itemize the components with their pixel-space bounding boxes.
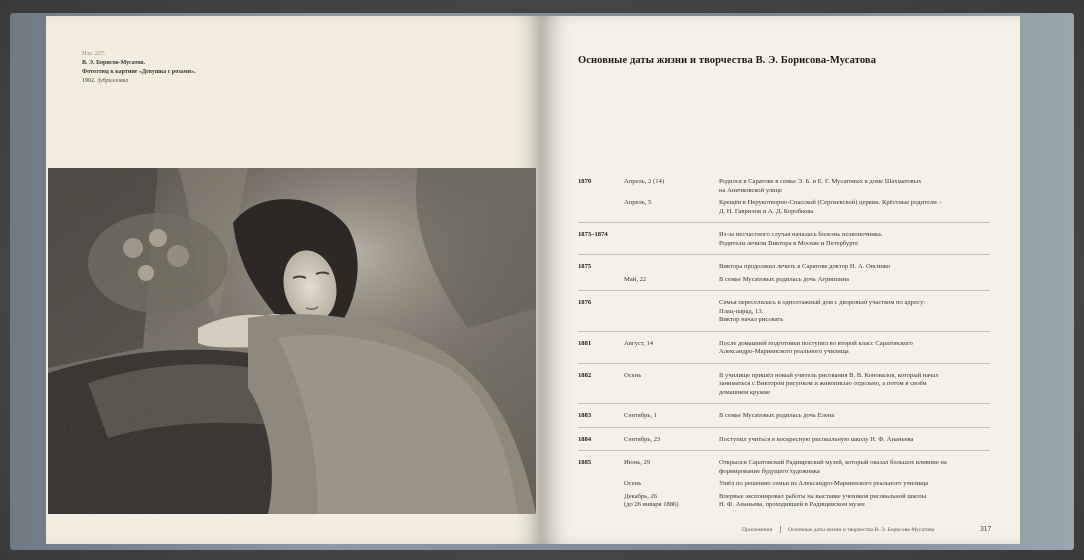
entry-text: В семье Мусатовых родилась дочь Агриппина bbox=[719, 275, 849, 283]
photo-illustration bbox=[48, 168, 536, 514]
illustration-caption bbox=[82, 50, 342, 86]
entry-date: Июнь, 29 bbox=[624, 459, 651, 466]
right-page bbox=[542, 16, 1020, 544]
photograph-girl-resting bbox=[48, 168, 536, 514]
entry-text: Крещён в Нерукотворно-Спасской (Сергиевской) церкви. Крёстные родители – Д. Н. Гаврилов и А. Д. Коробкова bbox=[719, 199, 942, 215]
chronology-entry bbox=[578, 299, 990, 325]
chronology-entry bbox=[578, 436, 990, 445]
entry-text: В семье Мусатовых родилась дочь Елена bbox=[719, 412, 835, 419]
chronology-row bbox=[578, 450, 990, 514]
chronology-year: 1883 bbox=[578, 412, 592, 419]
entry-text: Семья переселилась в одноэтажный дом с дворовым участком по адресу: Плац-парад, 13. Виктор начал рисовать bbox=[719, 299, 926, 323]
footer-running-title: Основные даты жизни и творчества В. Э. Борисова-Мусатова bbox=[787, 526, 935, 533]
chronology-row bbox=[578, 427, 990, 451]
caption-title: Фотоэтюд к картине «Девушка с розами». bbox=[82, 69, 196, 75]
chronology-entry bbox=[578, 276, 990, 285]
chronology-entry bbox=[578, 459, 990, 476]
page-title: Основные даты жизни и творчества В. Э. Борисова-Мусатова bbox=[578, 55, 877, 66]
chronology-entry bbox=[578, 372, 990, 398]
entry-text: Виктора продолжил лечить в Саратове доктор Н. А. Овсинко bbox=[719, 263, 891, 270]
entry-date: Осень bbox=[624, 371, 642, 379]
chronology-row bbox=[578, 290, 990, 331]
caption-year: 1902. bbox=[82, 78, 96, 84]
entry-date: Осень bbox=[624, 480, 642, 487]
chronology-year: 1873–1874 bbox=[578, 231, 608, 238]
entry-text: Поступил учиться в воскресную рисовальную школу Н. Ф. Ананьева bbox=[719, 435, 914, 443]
entry-text: Открылся Саратовский Радищевский музей, который оказал большое влияние на формирование будущего художника bbox=[719, 459, 947, 475]
entry-text: Родился в Саратове в семье Э. Б. и Е. Г. Мусатовых в доме Шахматовых на Аничковской улице bbox=[719, 178, 922, 194]
entry-text: После домашней подготовки поступил во второй класс Саратовского Александро-Мариинского реального училища bbox=[719, 339, 913, 355]
chronology-year: 1875 bbox=[578, 263, 592, 270]
chronology-entry bbox=[578, 412, 990, 421]
entry-date: Август, 14 bbox=[624, 339, 654, 347]
chronology-year: 1876 bbox=[578, 299, 592, 306]
chronology-row bbox=[578, 222, 990, 254]
footer-section: Приложения bbox=[742, 526, 773, 533]
chronology-entry bbox=[578, 231, 990, 248]
illustration-number: Илл. 237. bbox=[82, 51, 106, 57]
chronology-entry bbox=[578, 199, 990, 216]
entry-date: Сентябрь, 23 bbox=[624, 435, 661, 443]
chronology-entry bbox=[578, 178, 990, 195]
chronology-row bbox=[578, 403, 990, 427]
chronology-year: 1882 bbox=[578, 371, 592, 379]
entry-date: Сентябрь, 1 bbox=[624, 412, 658, 419]
chronology-entry bbox=[578, 493, 990, 510]
running-footer bbox=[742, 526, 934, 533]
chronology-year: 1881 bbox=[578, 339, 592, 347]
entry-date: Апрель, 5 bbox=[624, 199, 652, 206]
chronology-entry bbox=[578, 263, 990, 272]
entry-text: В училище пришёл новый учитель рисования В. В. Коновалов, который начал заниматься с Виктором рисунком и живописью отдельно, а потом в своём домашнем кружке bbox=[719, 371, 939, 396]
chronology-row bbox=[578, 363, 990, 404]
entry-date: Май, 22 bbox=[624, 275, 647, 283]
entry-text: Впервые экспонировал работы на выставке учеников рисовальной школы Н. Ф. Ананьева, проходившей в Радищевском музее bbox=[719, 492, 927, 508]
entry-text: Из-за несчастного случая началась болезнь позвоночника. Родители лечили Виктора в Москве и Петербурге bbox=[719, 231, 883, 247]
chronology-year: 1885 bbox=[578, 459, 592, 466]
chronology-row bbox=[578, 331, 990, 363]
chronology-year: 1884 bbox=[578, 435, 592, 443]
chronology-row bbox=[578, 166, 990, 222]
footer-divider bbox=[780, 526, 781, 533]
entry-date: Апрель, 2 (14) bbox=[624, 178, 665, 185]
entry-text: Ушёл по решению семьи из Александро-Мариинского реального училища bbox=[719, 480, 929, 487]
entry-date: Декабрь, 26 (до 26 января 1886) bbox=[624, 492, 679, 508]
caption-technique: Зубрилловка bbox=[97, 78, 129, 84]
left-page bbox=[46, 16, 542, 544]
chronology-row bbox=[578, 254, 990, 290]
chronology-entry bbox=[578, 340, 990, 357]
caption-author: В. Э. Борисов-Мусатов. bbox=[82, 60, 146, 66]
chronology-year: 1870 bbox=[578, 178, 592, 185]
chronology-entry bbox=[578, 480, 990, 489]
page-number: 317 bbox=[980, 524, 992, 533]
chronology-table bbox=[578, 166, 990, 514]
